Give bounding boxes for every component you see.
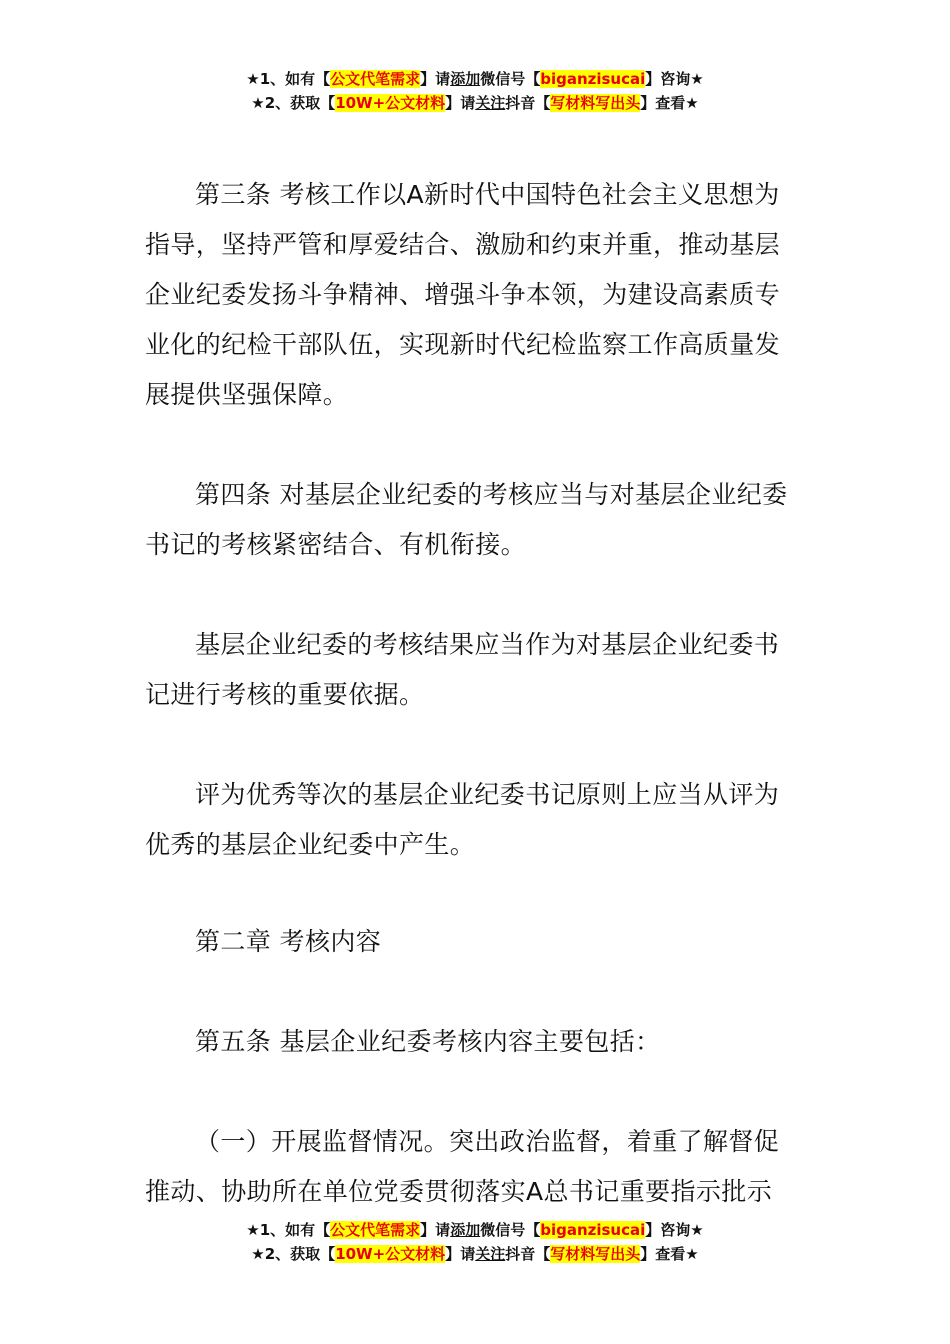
highlight-service: 公文代笔需求 [330, 1221, 421, 1239]
item-1-paragraph: （一）开展监督情况。突出政治监督，着重了解督促 推动、协助所在单位党委贯彻落实A总书记重要指示批示 [145, 1127, 780, 1206]
chapter-2-heading: 第二章 考核内容 [195, 927, 382, 956]
footer-line-2: ★2、获取【10W+公文材料】请关注抖音【写材料写出头】查看★ [251, 1245, 699, 1263]
header-line-1: ★1、如有【公文代笔需求】请添加微信号【biganzisucai】咨询★ [246, 70, 704, 88]
highlight-douyin: 写材料写出头 [550, 1245, 641, 1263]
header-line-2: ★2、获取【10W+公文材料】请关注抖音【写材料写出头】查看★ [251, 94, 699, 112]
footer-banner [0, 1218, 950, 1266]
article-4-excellent-paragraph: 评为优秀等次的基层企业纪委书记原则上应当从评为 优秀的基层企业纪委中产生。 [145, 780, 780, 859]
highlight-douyin: 写材料写出头 [550, 94, 641, 112]
highlight-materials: 10W+公文材料 [335, 1245, 446, 1263]
article-4-results-paragraph: 基层企业纪委的考核结果应当作为对基层企业纪委书 记进行考核的重要依据。 [145, 630, 780, 709]
footer-line-1: ★1、如有【公文代笔需求】请添加微信号【biganzisucai】咨询★ [246, 1221, 704, 1239]
highlight-materials: 10W+公文材料 [335, 94, 446, 112]
highlight-service: 公文代笔需求 [330, 70, 421, 88]
highlight-wechat-id: biganzisucai [540, 1221, 646, 1239]
article-3-paragraph: 第三条 考核工作以A新时代中国特色社会主义思想为 指导，坚持严管和厚爱结合、激励和约束并重，推动基层 企业纪委发扬斗争精神、增强斗争本领，为建设高素质专 业化的纪检干部队伍，实现新时代纪检监察工作高质量发 展提供坚强保障。 [145, 180, 781, 409]
article-4-paragraph: 第四条 对基层企业纪委的考核应当与对基层企业纪委 书记的考核紧密结合、有机衔接。 [145, 480, 788, 559]
article-5-paragraph: 第五条 基层企业纪委考核内容主要包括： [195, 1027, 661, 1056]
highlight-wechat-id: biganzisucai [540, 70, 646, 88]
header-banner [0, 67, 950, 115]
